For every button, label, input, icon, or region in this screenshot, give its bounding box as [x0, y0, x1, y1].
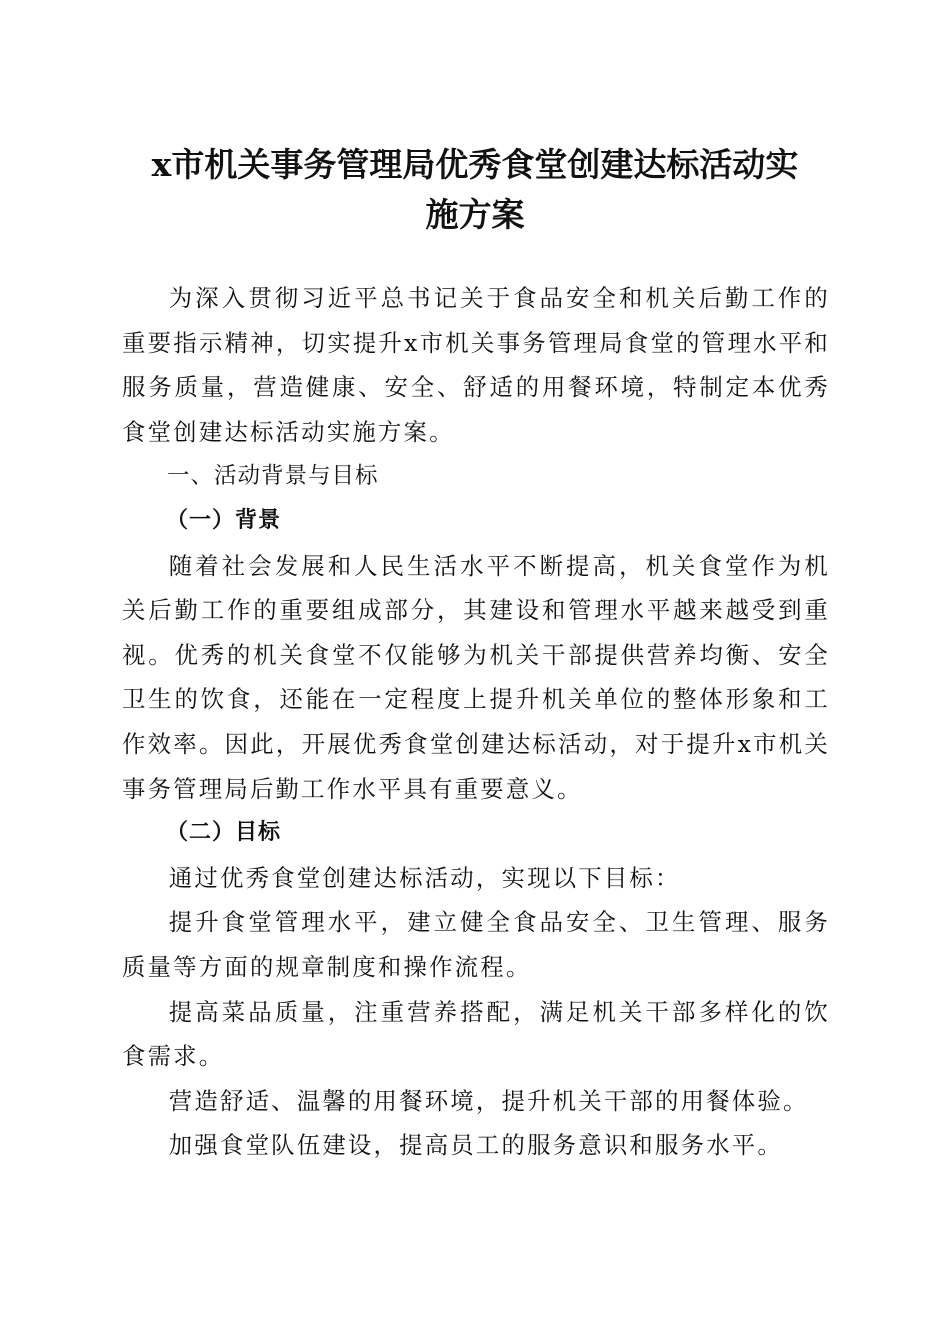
goals-intro-paragraph: 通过优秀食堂创建达标活动，实现以下目标： — [168, 863, 681, 892]
intro-paragraph: 为深入贯彻习近平总书记关于食品安全和机关后勤工作的重要指示精神，切实提升x市机关事务管理局食堂的管理水平和服务质量，营造健康、安全、舒适的用餐环境，特制定本优秀食堂创建达标活动实施方案。 — [122, 284, 830, 446]
title-line-1: x市机关事务管理局优秀食堂创建达标活动实 — [151, 145, 799, 184]
subsection-heading-goals: （二）目标 — [166, 820, 282, 846]
section-heading-background-goals: 一、活动背景与目标 — [167, 463, 379, 490]
document-body — [122, 276, 830, 1168]
goal-item: 提高菜品质量，注重营养搭配，满足机关干部多样化的饮食需求。 — [122, 997, 830, 1071]
background-paragraph: 随着社会发展和人民生活水平不断提高，机关食堂作为机关后勤工作的重要组成部分，其建设和管理水平越来越受到重视。优秀的机关食堂不仅能够为机关干部提供营养均衡、安全卫生的饮食，还能在一定程度上提升机关单位的整体形象和工作效率。因此，开展优秀食堂创建达标活动，对于提升x市机关事务管理局后勤工作水平具有重要意义。 — [122, 551, 830, 803]
goal-item: 营造舒适、温馨的用餐环境，提升机关干部的用餐体验。 — [168, 1086, 809, 1115]
goal-item: 提升食堂管理水平，建立健全食品安全、卫生管理、服务质量等方面的规章制度和操作流程。 — [122, 908, 830, 981]
subsection-heading-background: （一）背景 — [166, 507, 282, 533]
document-title — [110, 140, 840, 240]
goal-item: 加强食堂队伍建设，提高员工的服务意识和服务水平。 — [168, 1131, 783, 1160]
title-line-2: 施方案 — [425, 195, 525, 234]
